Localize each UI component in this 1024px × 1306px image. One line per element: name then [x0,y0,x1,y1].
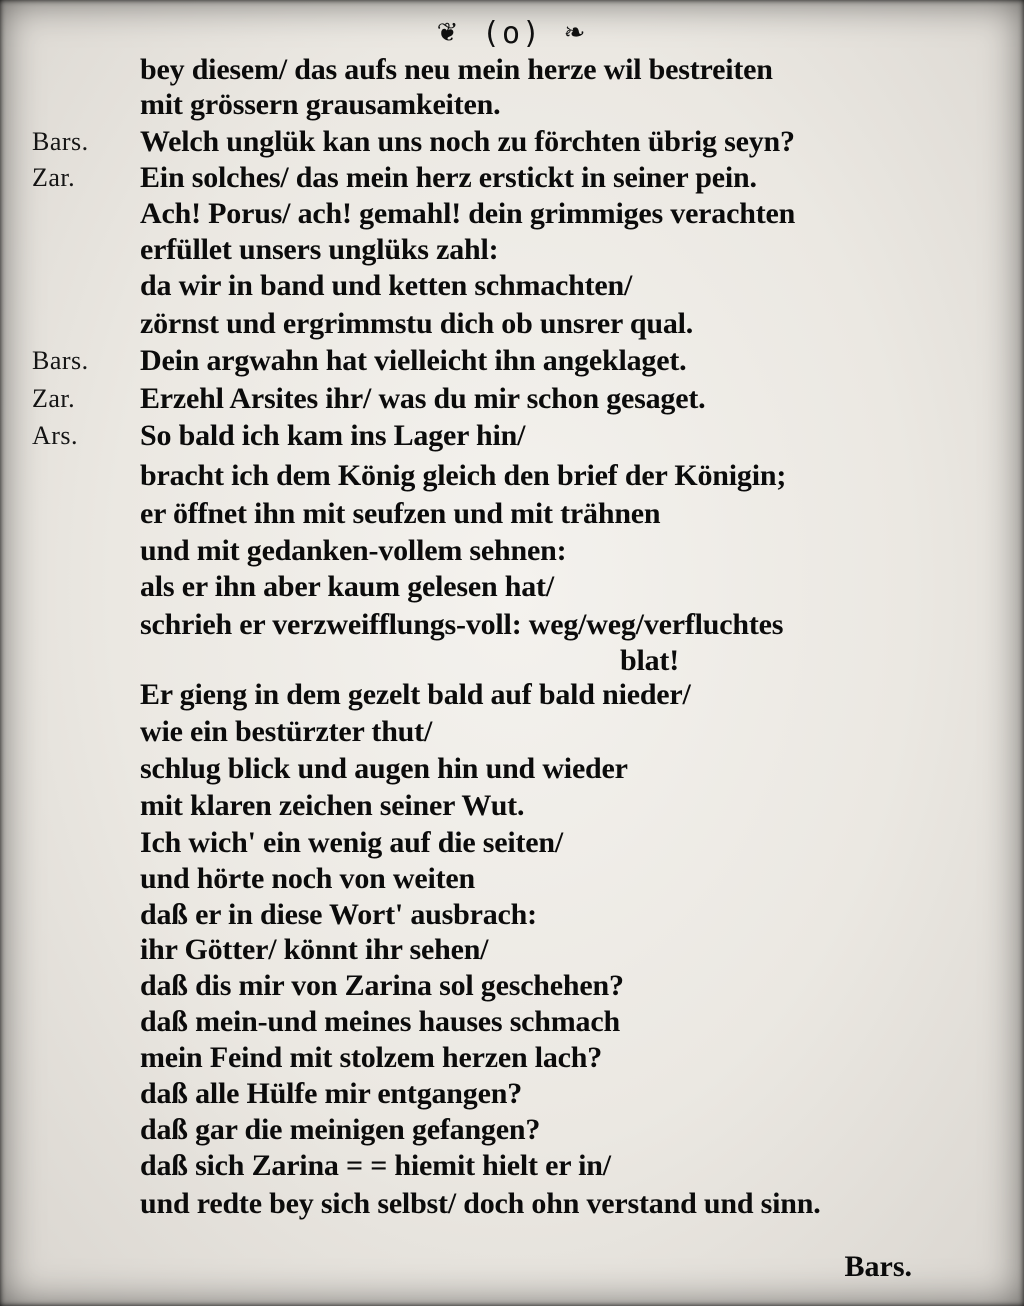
dialogue-line [140,458,964,494]
dialogue-line [140,232,964,268]
dialogue-line [32,343,964,379]
line-text: mit klaren zeichen seiner Wut. [140,789,525,822]
line-text: daß dis mir von Zarina sol geschehen? [140,969,624,1002]
line-text: daß mein-und meines hauses schmach [140,1005,620,1038]
line-text: daß gar die meinigen gefangen? [140,1113,541,1146]
dialogue-line [140,1112,964,1148]
dialogue-line [140,714,964,750]
line-text: schrieh er verzweifflungs-voll: weg/weg/verfluchtes [140,608,784,641]
line-text: da wir in band und ketten schmachten/ [140,269,633,302]
line-text: Er gieng in dem gezelt bald auf bald nieder/ [140,678,691,711]
dialogue-line [32,418,964,454]
line-text: Ach! Porus/ ach! gemahl! dein grimmiges verachten [140,197,796,230]
dialogue-line [140,825,964,861]
dialogue-line [140,1076,964,1112]
dialogue-line [140,496,964,532]
dialogue-line [140,1040,964,1076]
speaker-label: Bars. [32,346,89,375]
dialogue-line [140,268,964,304]
line-text: Dein argwahn hat vielleicht ihn angeklaget. [140,344,687,377]
line-text: erfüllet unsers unglüks zahl: [140,233,499,266]
dialogue-line [140,751,964,787]
dialogue-line [140,569,964,605]
dialogue-line [140,861,964,897]
dialogue-line [32,160,964,196]
line-text: schlug blick und augen hin und wieder [140,752,628,785]
line-text: zörnst und ergrimmstu dich ob unsrer qual. [140,307,694,340]
page-number: (o) [481,15,543,51]
line-text: Welch unglük kan uns noch zu förchten übrig seyn? [140,125,795,158]
dialogue-line [140,968,964,1004]
line-text: als er ihn aber kaum gelesen hat/ [140,570,554,603]
catchword: Bars. [844,1250,912,1283]
dialogue-line [140,1186,964,1222]
line-text: und hörte noch von weiten [140,862,476,895]
dialogue-line [140,1004,964,1040]
dialogue-line [140,87,964,123]
line-text: daß er in diese Wort' ausbrach: [140,898,537,931]
dialogue-line [140,788,964,824]
dialogue-line [140,196,964,232]
speaker-label: Zar. [32,384,76,413]
line-text: er öffnet ihn mit seufzen und mit trähnen [140,497,661,530]
dialogue-line [32,381,964,417]
line-text: blat! [620,644,680,677]
line-text: Erzehl Arsites ihr/ was du mir schon gesaget. [140,382,706,415]
dialogue-line [140,677,964,713]
line-text: bracht ich dem König gleich den brief der Königin; [140,459,787,492]
line-text: So bald ich kam ins Lager hin/ [140,419,526,452]
dialogue-line [140,52,964,88]
dialogue-line [140,897,964,933]
line-text: daß alle Hülfe mir entgangen? [140,1077,522,1110]
line-text: ihr Götter/ könnt ihr sehen/ [140,933,489,966]
dialogue-line-continuation [620,643,964,679]
line-text: Ich wich' ein wenig auf die seiten/ [140,826,564,859]
left-ornament-icon: ❦ [436,18,461,48]
line-text: daß sich Zarina = = hiemit hielt er in/ [140,1149,611,1182]
dialogue-line [140,306,964,342]
line-text: bey diesem/ das aufs neu mein herze wil bestreiten [140,53,773,86]
line-text: Ein solches/ das mein herz erstickt in seiner pein. [140,161,757,194]
line-text: und redte bey sich selbst/ doch ohn verstand und sinn. [140,1187,821,1220]
dialogue-line [140,1148,964,1184]
speaker-label: Ars. [32,421,79,450]
dialogue-line [140,932,964,968]
speaker-label: Bars. [32,127,89,156]
line-text: wie ein bestürzter thut/ [140,715,433,748]
right-ornament-icon: ❧ [563,18,588,48]
speaker-label: Zar. [32,163,76,192]
dialogue-line [140,607,964,643]
line-text: mit grössern grausamkeiten. [140,88,501,121]
dialogue-line [140,533,964,569]
page-header [0,14,1024,51]
dialogue-line [32,124,964,160]
line-text: mein Feind mit stolzem herzen lach? [140,1041,603,1074]
line-text: und mit gedanken-vollem sehnen: [140,534,567,567]
